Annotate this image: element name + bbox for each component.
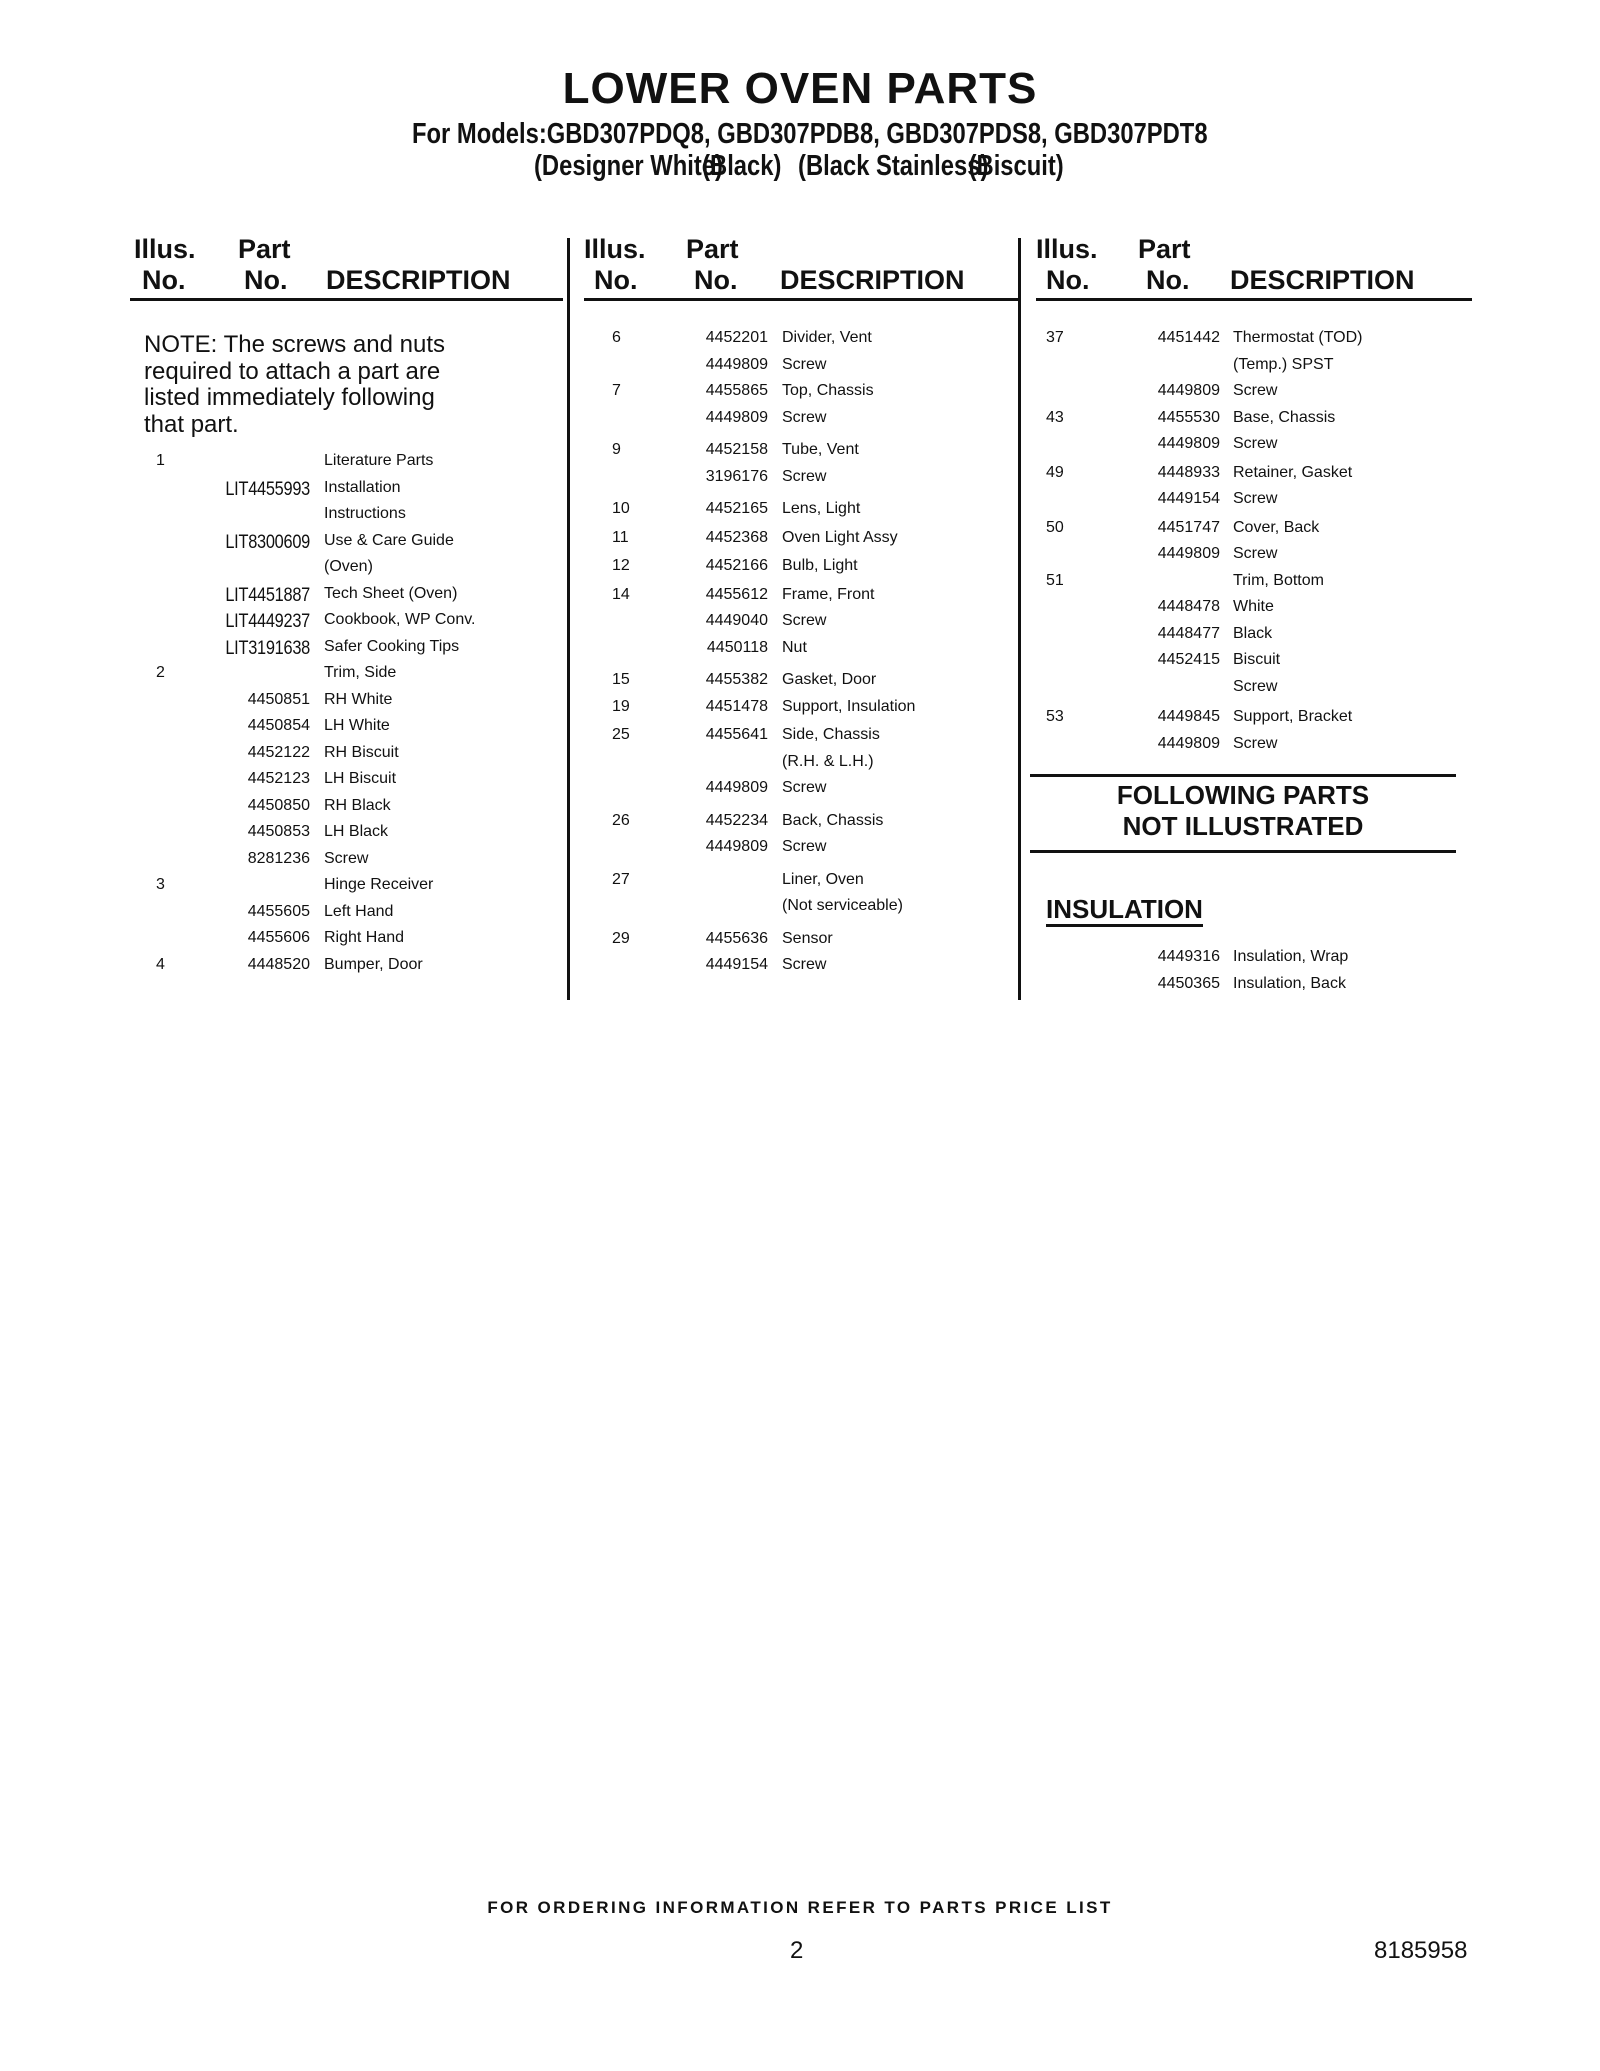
illus-number: 53	[1046, 708, 1064, 725]
illus-number: 19	[612, 697, 630, 715]
part-description: Base, Chassis	[1233, 408, 1336, 426]
part-description: (R.H. & L.H.)	[782, 752, 874, 770]
section-rule	[1030, 850, 1456, 853]
part-number: 4450850	[247, 796, 310, 814]
table-row	[584, 930, 1020, 957]
not-illustrated-heading	[1030, 780, 1456, 842]
parts-list-3	[1036, 329, 1472, 761]
table-row	[1036, 572, 1472, 599]
table-row	[1036, 598, 1472, 625]
table-row	[1036, 519, 1472, 546]
part-description: Screw	[782, 779, 827, 796]
table-row	[130, 452, 563, 479]
illus-number: 2	[156, 664, 165, 681]
part-number: 4451442	[1157, 329, 1220, 346]
illus-number: 6	[612, 329, 621, 346]
table-row	[130, 717, 563, 744]
part-number: 4455605	[247, 902, 310, 920]
part-number: 4452158	[705, 441, 768, 458]
page-title: LOWER OVEN PARTS	[562, 64, 1038, 113]
table-row	[130, 691, 563, 718]
table-row	[584, 871, 1020, 898]
note-line: that part.	[144, 410, 239, 438]
parts-column-1	[130, 234, 563, 301]
table-row	[130, 770, 563, 797]
note-line: NOTE: The screws and nuts	[144, 331, 446, 358]
table-row	[130, 929, 563, 956]
part-description: Screw	[1233, 435, 1278, 452]
column-divider	[1018, 238, 1021, 1000]
part-number: 4452201	[705, 329, 768, 346]
part-number: LIT8300609	[225, 531, 310, 553]
part-description: LH Biscuit	[324, 770, 397, 787]
table-row	[1036, 382, 1472, 409]
part-description: Use & Care Guide	[324, 531, 454, 549]
table-row	[1036, 464, 1472, 491]
part-description: (Oven)	[324, 558, 373, 575]
part-description: Screw	[1233, 734, 1278, 752]
header-illus-no: No.	[594, 265, 638, 295]
note-line: required to attach a part are	[144, 357, 441, 385]
illus-number: 12	[612, 557, 630, 574]
header-illus: Illus.	[584, 234, 646, 264]
header-description: DESCRIPTION	[326, 265, 511, 295]
part-number: 4448477	[1157, 624, 1220, 642]
part-description: Bulb, Light	[782, 557, 858, 574]
part-description: Literature Parts	[324, 452, 434, 469]
table-row	[584, 671, 1020, 698]
table-row	[1036, 490, 1472, 517]
illus-number: 25	[612, 726, 630, 743]
part-description: Safer Cooking Tips	[324, 637, 460, 655]
illus-number: 11	[612, 528, 629, 546]
table-row	[130, 638, 563, 665]
table-row	[1036, 625, 1472, 652]
part-number: 4450365	[1157, 974, 1220, 992]
table-row	[130, 505, 563, 532]
table-row	[130, 479, 563, 506]
part-description: RH White	[324, 690, 393, 708]
table-row	[1036, 545, 1472, 572]
table-row	[584, 726, 1020, 753]
part-description: Screw	[324, 849, 369, 867]
illus-number: 3	[156, 876, 165, 893]
table-row	[1036, 356, 1472, 383]
part-description: Installation	[324, 478, 401, 496]
variant-label: (Black)	[702, 150, 782, 182]
part-number: LIT4455993	[225, 478, 310, 500]
header-illus-no: No.	[142, 265, 186, 295]
part-number: 4449809	[705, 408, 768, 426]
part-number: LIT3191638	[225, 637, 310, 659]
illus-number: 4	[156, 955, 165, 973]
page-number: 2	[790, 1937, 804, 1964]
insulation-heading: INSULATION	[1046, 894, 1203, 927]
part-description: Hinge Receiver	[324, 876, 434, 893]
table-row	[584, 612, 1020, 639]
part-description: Insulation, Back	[1233, 974, 1346, 992]
part-description: Tube, Vent	[782, 441, 859, 458]
header-description: DESCRIPTION	[780, 265, 965, 295]
part-description: Left Hand	[324, 902, 394, 920]
table-row	[584, 441, 1020, 468]
part-number: 4452165	[705, 500, 768, 517]
part-number: 4450118	[706, 638, 768, 656]
part-description: LH White	[324, 717, 390, 734]
part-number: 4452123	[247, 770, 310, 787]
part-description: Cookbook, WP Conv.	[324, 611, 476, 628]
illus-number: 26	[612, 811, 630, 829]
header-illus: Illus.	[1036, 234, 1098, 264]
illus-number: 50	[1046, 518, 1064, 536]
table-row	[584, 529, 1020, 556]
table-row	[130, 585, 563, 612]
part-number: 4455530	[1157, 408, 1220, 426]
illus-number: 27	[612, 870, 630, 888]
part-description: Support, Insulation	[782, 697, 916, 715]
note-line: listed immediately following	[144, 384, 435, 411]
table-row	[1036, 735, 1472, 762]
part-number: 4455606	[247, 929, 310, 946]
table-row	[584, 586, 1020, 613]
part-description: White	[1233, 598, 1274, 615]
table-row	[584, 698, 1020, 725]
part-description: RH Biscuit	[324, 743, 399, 761]
table-row	[130, 797, 563, 824]
table-row	[1036, 678, 1472, 705]
part-number: 4450851	[247, 690, 310, 708]
part-description: Gasket, Door	[782, 671, 877, 688]
part-number: 4449040	[705, 612, 768, 629]
part-number: 4452415	[1157, 651, 1220, 668]
part-number: 4449809	[1157, 382, 1220, 399]
variant-label: (Black Stainless)	[798, 150, 989, 182]
part-description: Screw	[1233, 545, 1278, 562]
illus-number: 37	[1046, 329, 1064, 346]
illus-number: 49	[1046, 463, 1064, 481]
part-number: 8281236	[247, 849, 310, 867]
part-description: Screw	[782, 838, 827, 855]
parts-list-1	[130, 452, 563, 982]
part-description: Frame, Front	[782, 585, 875, 603]
part-description: Screw	[782, 408, 827, 426]
part-description: Top, Chassis	[782, 382, 874, 399]
header-part-no: No.	[694, 265, 738, 295]
part-description: Bumper, Door	[324, 955, 423, 973]
part-number: 4452234	[705, 811, 768, 829]
part-description: Cover, Back	[1233, 518, 1320, 536]
part-number: 4455865	[705, 382, 768, 399]
illus-number: 43	[1046, 408, 1064, 426]
table-row	[1036, 651, 1472, 678]
variant-label: (Designer White)	[534, 150, 723, 182]
table-row	[130, 823, 563, 850]
part-description: Insulation, Wrap	[1233, 948, 1349, 965]
part-description: Tech Sheet (Oven)	[324, 584, 458, 602]
part-number: 4455382	[705, 671, 768, 688]
table-row	[584, 500, 1020, 527]
part-description: Screw	[782, 467, 827, 485]
table-row	[1036, 329, 1472, 356]
table-row	[1036, 948, 1472, 975]
part-description: Side, Chassis	[782, 726, 880, 743]
illus-number: 9	[612, 441, 621, 458]
header-part: Part	[238, 234, 291, 264]
part-number: 4450853	[247, 823, 310, 840]
part-number: LIT4451887	[225, 584, 310, 606]
table-row	[584, 956, 1020, 983]
column-header	[130, 234, 563, 301]
part-description: Support, Bracket	[1233, 708, 1353, 725]
part-number: 4455641	[705, 726, 768, 743]
header-illus: Illus.	[134, 234, 196, 264]
not-illustrated-line: NOT ILLUSTRATED	[1122, 811, 1364, 841]
part-number: 4449809	[705, 838, 768, 855]
table-row	[1036, 708, 1472, 735]
part-number: 4452122	[247, 743, 310, 761]
table-row	[584, 779, 1020, 806]
part-number: 4455612	[705, 585, 768, 603]
table-row	[584, 468, 1020, 495]
illus-number: 15	[612, 671, 630, 688]
part-description: Screw	[782, 612, 827, 629]
document-number: 8185958	[1374, 1937, 1468, 1964]
part-description: (Not serviceable)	[782, 897, 903, 914]
table-row	[130, 744, 563, 771]
column-header	[1036, 234, 1472, 301]
table-row	[584, 356, 1020, 383]
table-row	[130, 558, 563, 585]
part-description: Biscuit	[1233, 651, 1281, 668]
table-row	[130, 850, 563, 877]
part-description: Divider, Vent	[782, 329, 872, 346]
table-row	[130, 664, 563, 691]
part-description: Thermostat (TOD)	[1233, 329, 1363, 346]
part-description: Black	[1233, 624, 1273, 642]
part-number: 4448520	[247, 955, 310, 973]
part-number: 4449845	[1157, 708, 1220, 725]
illus-number: 7	[612, 382, 621, 399]
part-description: Right Hand	[324, 929, 405, 946]
parts-list-2	[584, 329, 1020, 983]
column-header	[584, 234, 1020, 301]
part-number: 4451747	[1157, 518, 1220, 536]
part-description: Screw	[782, 355, 827, 373]
part-number: 4451478	[705, 697, 768, 715]
part-number: LIT4449237	[225, 611, 310, 632]
illus-number: 10	[612, 500, 630, 517]
table-row	[584, 812, 1020, 839]
part-number: 4452166	[705, 557, 768, 574]
table-row	[584, 897, 1020, 924]
part-description: Oven Light Assy	[782, 528, 898, 546]
variant-label: (Biscuit)	[968, 150, 1064, 182]
part-number: 4449809	[1157, 435, 1220, 452]
illus-number: 1	[156, 452, 165, 469]
part-number: 4448933	[1157, 463, 1220, 481]
table-row	[130, 956, 563, 983]
ordering-footer: FOR ORDERING INFORMATION REFER TO PARTS PRICE LIST	[487, 1898, 1113, 1917]
part-description: (Temp.) SPST	[1233, 355, 1334, 373]
illus-number: 14	[612, 585, 630, 603]
header-part: Part	[686, 234, 739, 264]
table-row	[584, 753, 1020, 780]
table-row	[130, 876, 563, 903]
part-number: 4449809	[705, 779, 768, 796]
part-number: 4449316	[1157, 948, 1220, 965]
table-row	[1036, 435, 1472, 462]
illus-number: 29	[612, 929, 630, 947]
parts-column-2	[584, 234, 1020, 301]
part-number: 4455636	[705, 929, 768, 947]
part-description: Screw	[1233, 490, 1278, 507]
table-row	[584, 409, 1020, 436]
part-description: Nut	[782, 638, 807, 656]
part-number: 4449809	[705, 355, 768, 373]
column-divider	[567, 238, 570, 1000]
not-illustrated-line: FOLLOWING PARTS	[1116, 780, 1370, 810]
section-rule	[1030, 774, 1456, 777]
table-row	[130, 532, 563, 559]
header-description: DESCRIPTION	[1230, 265, 1415, 295]
part-number: 4448478	[1157, 598, 1220, 615]
part-description: Liner, Oven	[782, 870, 864, 888]
part-description: Screw	[782, 956, 827, 973]
parts-column-3	[1036, 234, 1472, 301]
part-description: Trim, Bottom	[1233, 571, 1324, 589]
part-description: Sensor	[782, 929, 833, 947]
table-row	[130, 611, 563, 638]
header-part-no: No.	[244, 265, 288, 295]
table-row	[584, 557, 1020, 584]
part-description: RH Black	[324, 796, 391, 814]
part-description: Trim, Side	[324, 664, 397, 681]
header-part-no: No.	[1146, 265, 1190, 295]
part-description: LH Black	[324, 823, 389, 840]
illus-number: 51	[1046, 571, 1064, 589]
insulation-list	[1036, 948, 1472, 1001]
part-description: Lens, Light	[782, 500, 861, 517]
table-row	[584, 838, 1020, 865]
part-description: Back, Chassis	[782, 811, 884, 829]
part-number: 4450854	[247, 717, 310, 734]
table-row	[130, 903, 563, 930]
header-part: Part	[1138, 234, 1191, 264]
table-row	[584, 639, 1020, 666]
table-row	[584, 382, 1020, 409]
part-description: Screw	[1233, 382, 1278, 399]
part-number: 4449809	[1157, 734, 1220, 752]
part-description: Screw	[1233, 677, 1278, 695]
part-description: Instructions	[324, 505, 406, 522]
models-subtitle: For Models:GBD307PDQ8, GBD307PDB8, GBD307PDS8, GBD307PDT8	[412, 118, 1208, 150]
table-row	[584, 329, 1020, 356]
part-number: 4449809	[1157, 545, 1220, 562]
part-number: 4452368	[705, 528, 768, 546]
header-illus-no: No.	[1046, 265, 1090, 295]
part-number: 3196176	[705, 467, 768, 485]
part-number: 4449154	[1157, 490, 1220, 507]
table-row	[1036, 975, 1472, 1002]
part-description: Retainer, Gasket	[1233, 463, 1353, 481]
table-row	[1036, 409, 1472, 436]
part-number: 4449154	[705, 956, 768, 973]
